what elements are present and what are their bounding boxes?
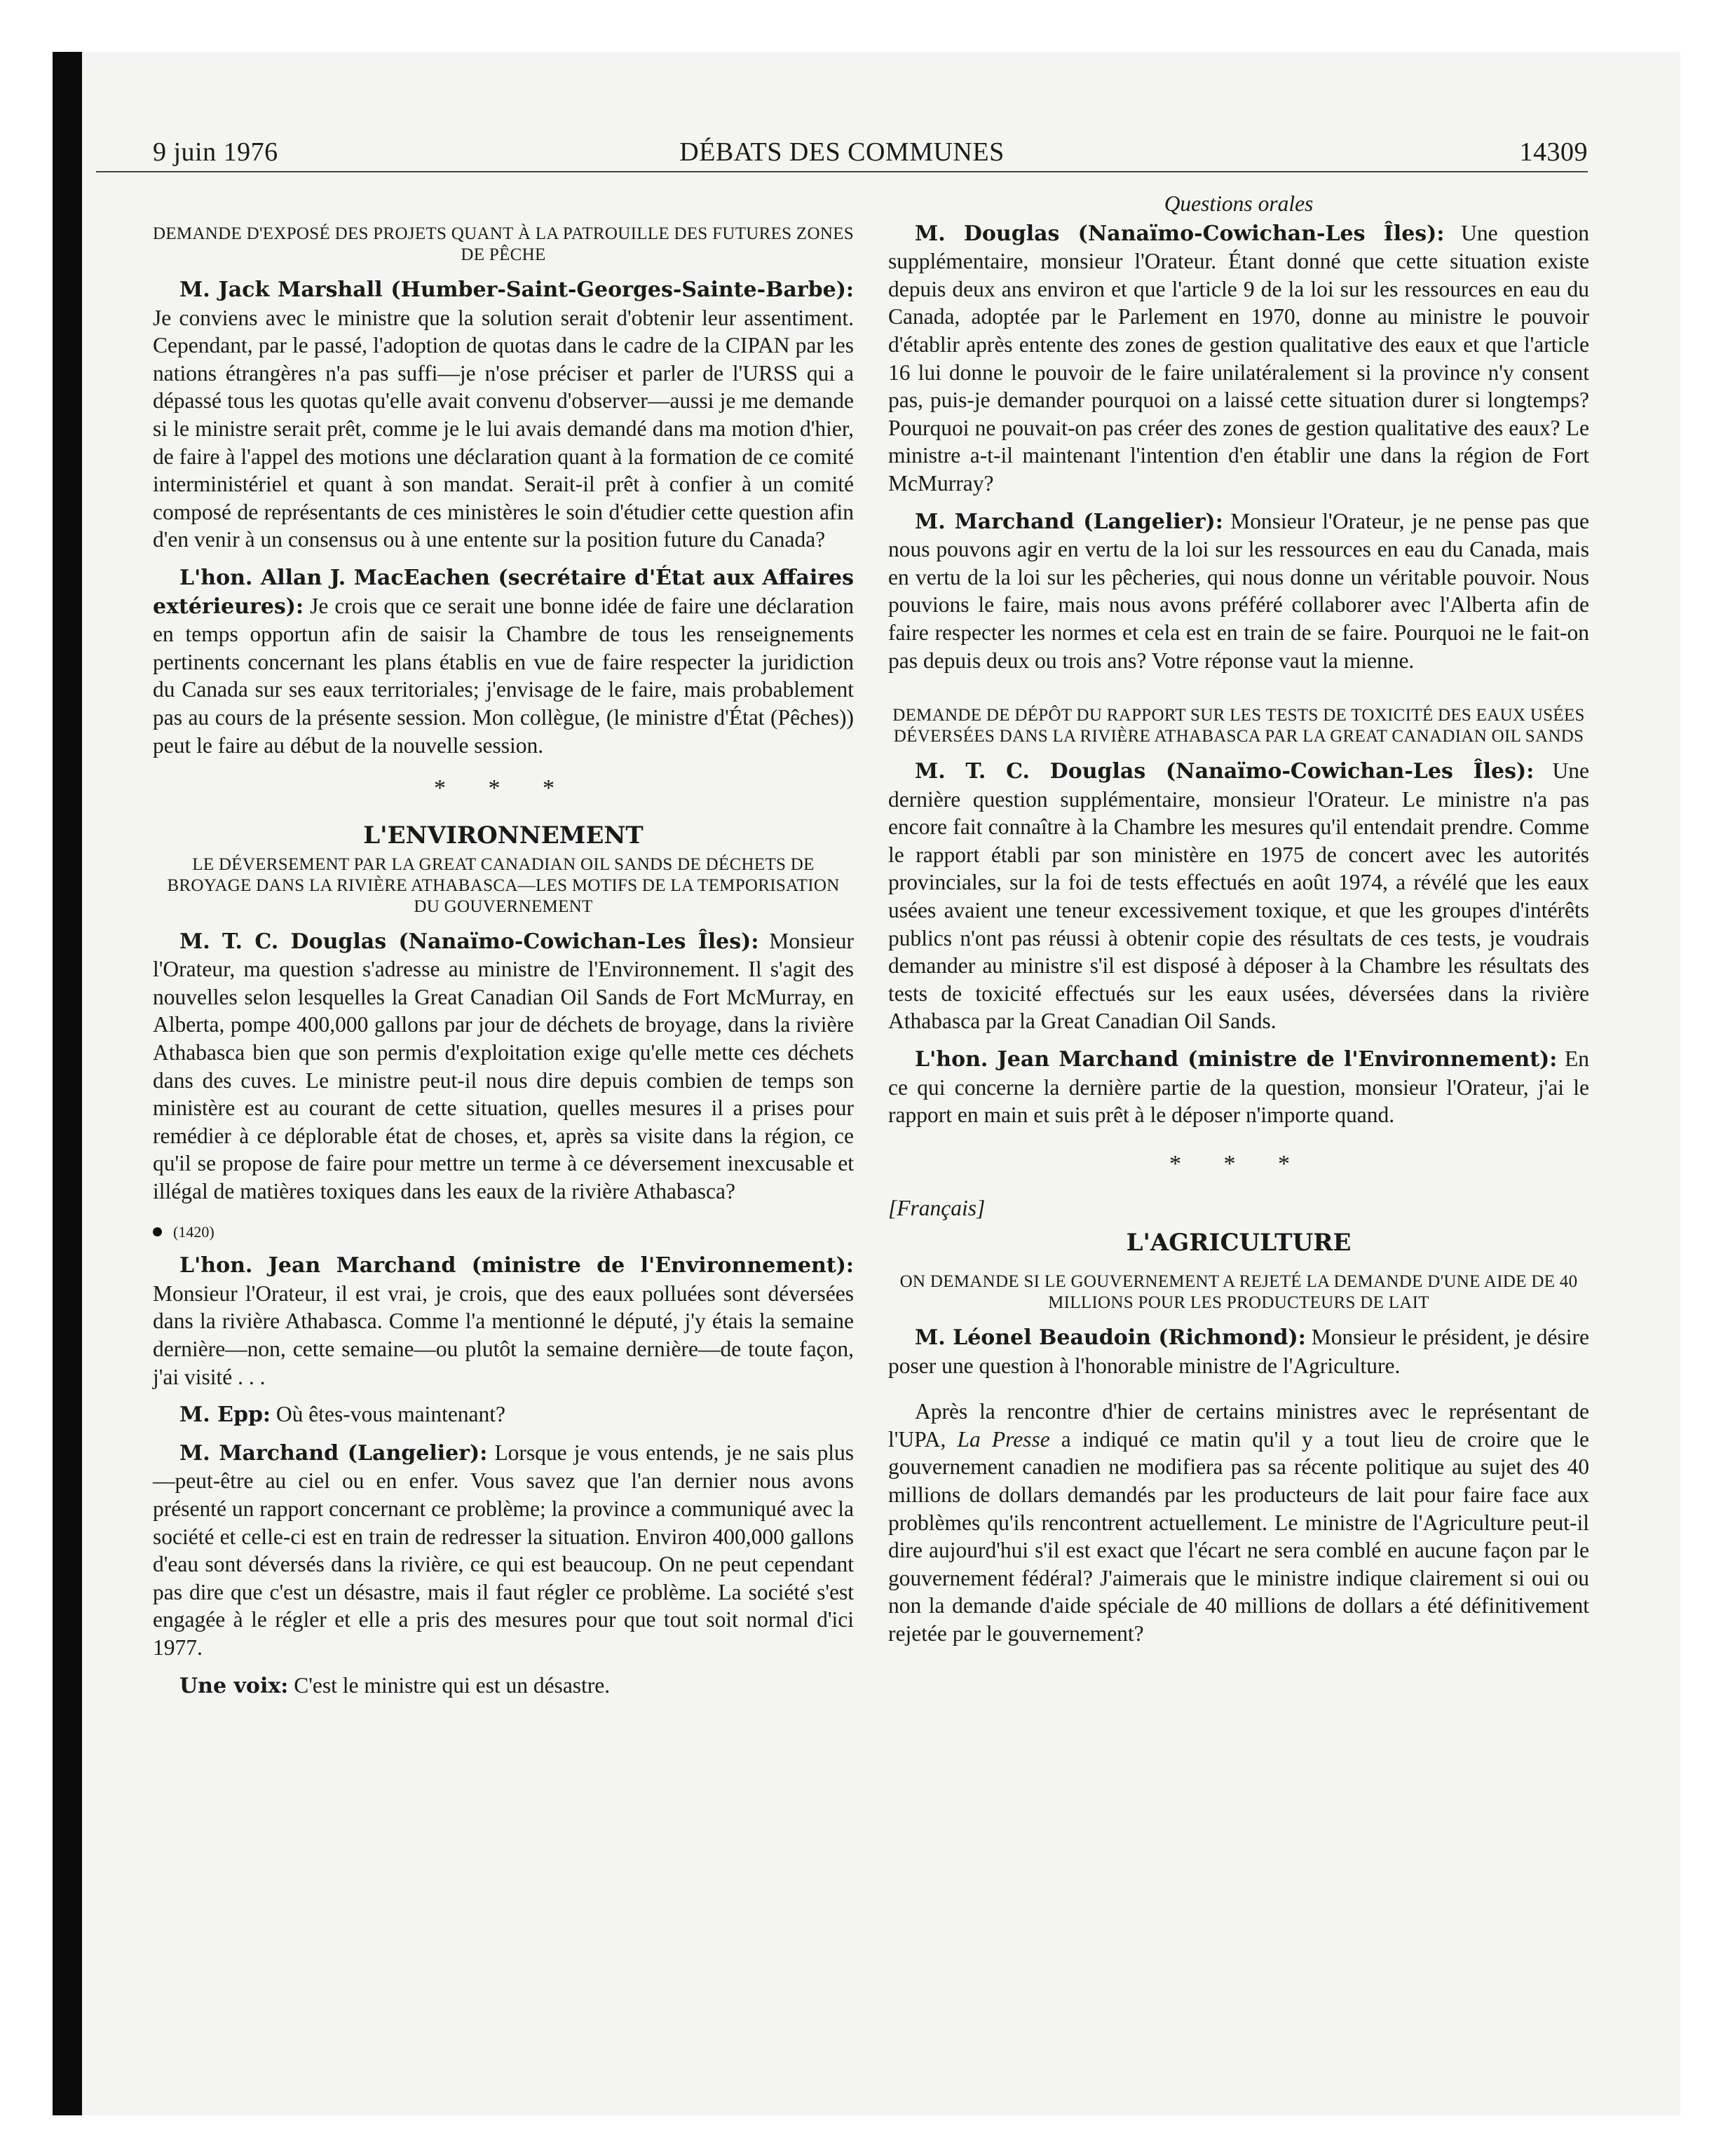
header-date: 9 juin 1976 bbox=[153, 137, 278, 167]
speech-text: C'est le ministre qui est un désastre. bbox=[288, 1672, 611, 1698]
speech-text: Je conviens avec le ministre que la solution serait d'obtenir leur assentiment. Cependant, par le passé, l'adoption de quotas dans le cadre de la CIPAN par les nations étrangères n'a pas suffi—je n'ose préciser et parler de l'URSS qui a dépassé tous les quotas qu'elle avait convenu d'observer—aussi je me demande si le ministre serait prêt, comme je le lui avais demandé dans ma motion d'hier, de faire à l'appel des motions une déclaration quant à la formation de ce comité interministériel et quant à son mandat. Serait-il prêt à confier à un comité composé de représentants de ces ministères le soin d'étudier cette question afin d'en venir à un consensus ou à une entente sur la position future du Canada? bbox=[153, 305, 854, 552]
speaker-name: M. Marchand (Langelier): bbox=[915, 509, 1223, 534]
right-column bbox=[888, 190, 1589, 1648]
speaker-name: M. Epp: bbox=[179, 1403, 271, 1428]
section-title-agriculture: L'AGRICULTURE bbox=[1126, 1229, 1352, 1257]
paragraph-douglas-supplementaire bbox=[888, 219, 1589, 498]
speaker-name: M. Jack Marshall (Humber-Saint-Georges-Sainte-Barbe): bbox=[179, 278, 854, 302]
paragraph-beaudoin bbox=[888, 1323, 1589, 1379]
speech-text: Une dernière question supplémentaire, monsieur l'Orateur. Le ministre n'a pas encore fait connaître à la Chambre les mesures qu'il entendait prendre. Comme le rapport établi par son ministère en 1975 de concert avec les autorités provinciales, sur la foi de tests effectués en août 1974, a révélé que les eaux usées avaient une teneur excessivement toxique, et que les groupes d'intérêts publics n'ont pas réussi à obtenir copie des résultats de ces tests, je voudrais demander au ministre s'il est disposé à déposer à la Chambre les résultats des tests de toxicité effectués sur les eaux usées, déversées dans la rivière Athabasca par la Great Canadian Oil Sands. bbox=[888, 758, 1589, 1034]
paragraph-douglas-derniere bbox=[888, 757, 1589, 1035]
paragraph-une-voix bbox=[153, 1672, 854, 1700]
speech-text: En ce qui concerne la dernière partie de la question, monsieur l'Orateur, j'ai le rapport en main et suis prêt à le déposer n'importe quand. bbox=[888, 1046, 1589, 1128]
left-column bbox=[153, 190, 854, 1700]
header-title: DÉBATS DES COMMUNES bbox=[679, 137, 1005, 167]
speaker-name: L'hon. Allan J. MacEachen (secrétaire d'État aux Affaires extérieures): bbox=[153, 565, 854, 619]
speaker-name: M. Léonel Beaudoin (Richmond): bbox=[915, 1325, 1306, 1350]
subheading-producteurs-lait: ON DEMANDE SI LE GOUVERNEMENT A REJETÉ LA DEMANDE D'UNE AIDE DE 40 MILLIONS POUR LES PRODUCTEURS DE LAIT bbox=[899, 1272, 1578, 1312]
section-title-environnement: L'ENVIRONNEMENT bbox=[363, 821, 644, 850]
subheading-depot-rapport: DEMANDE DE DÉPÔT DU RAPPORT SUR LES TESTS DE TOXICITÉ DES EAUX USÉES DÉVERSÉES DANS LA RIVIÈRE ATHABASCA PAR LA GREAT CANADIAN OIL SANDS bbox=[892, 706, 1585, 746]
speech-text: Monsieur l'Orateur, je ne pense pas que nous pouvons agir en vertu de la loi sur les ressources en eau du Canada, mais en vertu de la loi sur les pêcheries, qui nous donne un véritable pouvoir. Nous pouvions le faire, mais nous avons préféré collaborer avec l'Alberta afin de faire respecter les normes et cela est en train de se faire. Pourquoi ne le fait-on pas depuis deux ou trois ans? Votre réponse vaut la mienne. bbox=[888, 508, 1589, 673]
paragraph-epp bbox=[153, 1400, 854, 1429]
speaker-name: L'hon. Jean Marchand (ministre de l'Environnement): bbox=[179, 1253, 854, 1278]
paragraph-douglas bbox=[153, 927, 854, 1206]
speaker-name: M. Douglas (Nanaïmo-Cowichan-Les Îles): bbox=[915, 221, 1445, 246]
speech-text: a indiqué ce matin qu'il y a tout lieu de croire que le gouvernement canadien ne modifiera pas sa récente politique au sujet des 40 millions de dollars demandés par les producteurs de lait pour faire face aux problèmes qu'ils rencontrent actuellement. Le ministre de l'Agriculture peut-il dire aujourd'hui s'il est exact que l'écart ne sera comblé en aucune façon par le gouvernement fédéral? J'aimerais que le ministre indique clairement si oui ou non la demande d'aide spéciale de 40 millions de dollars a été définitivement rejetée par le gouvernement? bbox=[888, 1426, 1589, 1646]
speech-text: Une question supplémentaire, monsieur l'Orateur. Étant donné que cette situation existe depuis deux ans environ et que l'article 9 de la loi sur les ressources en eau du Canada, adoptée par le Parlement en 1970, donne au ministre le pouvoir d'établir après entente des zones de gestion qualitative des eaux et que l'article 16 lui donne le pouvoir de le faire unilatéralement si la province n'y consent pas, puis-je demander pourquoi on a laissé cette situation durer si longtemps? Pourquoi ne pouvait-on pas créer des zones de gestion qualitative des eaux? Le ministre a-t-il maintenant l'intention d'en établir une dans la région de Fort McMurray? bbox=[888, 220, 1589, 496]
speaker-name: L'hon. Jean Marchand (ministre de l'Environnement): bbox=[915, 1047, 1558, 1072]
paragraph-marchand-reponse bbox=[888, 507, 1589, 675]
section-separator: * * * bbox=[1169, 1150, 1308, 1177]
bullet-icon bbox=[153, 1227, 162, 1236]
speech-text: Monsieur le président, je désire poser une question à l'honorable ministre de l'Agriculture. bbox=[888, 1325, 1589, 1378]
section-separator: * * * bbox=[434, 775, 573, 802]
subheading-patrouille: DEMANDE D'EXPOSÉ DES PROJETS QUANT À LA PATROUILLE DES FUTURES ZONES DE PÊCHE bbox=[153, 224, 854, 264]
time-marker-text: (1420) bbox=[173, 1222, 215, 1241]
speech-text: Où êtes-vous maintenant? bbox=[271, 1402, 506, 1427]
subheading-deversement: LE DÉVERSEMENT PAR LA GREAT CANADIAN OIL SANDS DE DÉCHETS DE BROYAGE DANS LA RIVIÈRE ATHABASCA—LES MOTIFS DE LA TEMPORISATION DU GOUVERNEMENT bbox=[167, 854, 840, 916]
paragraph-maceachen bbox=[153, 564, 854, 759]
paragraph-beaudoin-suite bbox=[888, 1398, 1589, 1647]
speech-text: Lorsque je vous entends, je ne sais plus—peut-être au ciel ou en enfer. Vous savez que l'an dernier nous avons présenté un rapport concernant ce problème; la province a communiqué avec la société et celle-ci est en train de redresser la situation. Environ 400,000 gallons d'eau sont déversés dans la rivière, ce qui est beaucoup. On ne peut cependant pas dire que c'est un désastre, mais il faut régler ce problème. La société s'est engagée à le régler et elle a pris des mesures pour que tout soit normal d'ici 1977. bbox=[153, 1440, 854, 1660]
language-tag: [Français] bbox=[888, 1196, 986, 1221]
time-marker bbox=[153, 1218, 854, 1246]
speaker-name: M. T. C. Douglas (Nanaïmo-Cowichan-Les Îles): bbox=[915, 759, 1535, 784]
running-head: Questions orales bbox=[1164, 191, 1314, 216]
speaker-name: Une voix: bbox=[179, 1673, 289, 1698]
speech-text: Je crois que ce serait une bonne idée de faire une déclaration en temps opportun afin de saisir la Chambre de tous les renseignements pertinents concernant les plans établis en vue de faire respecter la juridiction du Canada sur ses eaux territoriales; j'envisage de le faire, mais probablement pas au cours de la présente session. Mon collègue, (le ministre d'État (Pêches)) peut le faire au début de la nouvelle session. bbox=[153, 593, 854, 758]
header-page-number: 14309 bbox=[1519, 137, 1588, 167]
paragraph-marchand bbox=[153, 1251, 854, 1391]
paragraph-marchand-langelier bbox=[153, 1439, 854, 1662]
speaker-name: M. T. C. Douglas (Nanaïmo-Cowichan-Les Îles): bbox=[179, 929, 759, 954]
speech-text: Monsieur l'Orateur, ma question s'adresse au ministre de l'Environnement. Il s'agit des nouvelles selon lesquelles la Great Canadian Oil Sands de Fort McMurray, en Alberta, pompe 400,000 gallons par jour de déchets de broyage, dans la rivière Athabasca bien que son permis d'exploitation exige qu'elle mette ces déchets dans des cuves. Le ministre peut-il nous dire depuis combien de temps son ministère est au courant de cette situation, quelles mesures il a prises pour remédier à ce déplorable état de choses, et, après sa visite dans la région, ce qu'il se propose de faire pour mettre un terme à ce déversement inexcusable et illégal de matières toxiques dans les eaux de la rivière Athabasca? bbox=[153, 928, 854, 1204]
paragraph-marchand-depot bbox=[888, 1045, 1589, 1129]
speaker-name: M. Marchand (Langelier): bbox=[179, 1440, 488, 1466]
speech-text: Monsieur l'Orateur, il est vrai, je crois, que des eaux polluées sont déversées dans la rivière Athabasca. Comme l'a mentionné le député, j'y étais la semaine dernière—non, cette semaine—ou plutôt la semaine dernière—de toute façon, j'ai visité . . . bbox=[153, 1281, 854, 1389]
paragraph-marshall bbox=[153, 275, 854, 554]
page-header bbox=[96, 81, 1588, 172]
newspaper-name: La Presse bbox=[957, 1426, 1050, 1452]
speech-text: Après la rencontre d'hier de certains ministres avec le représentant de l'UPA, bbox=[888, 1399, 1589, 1452]
